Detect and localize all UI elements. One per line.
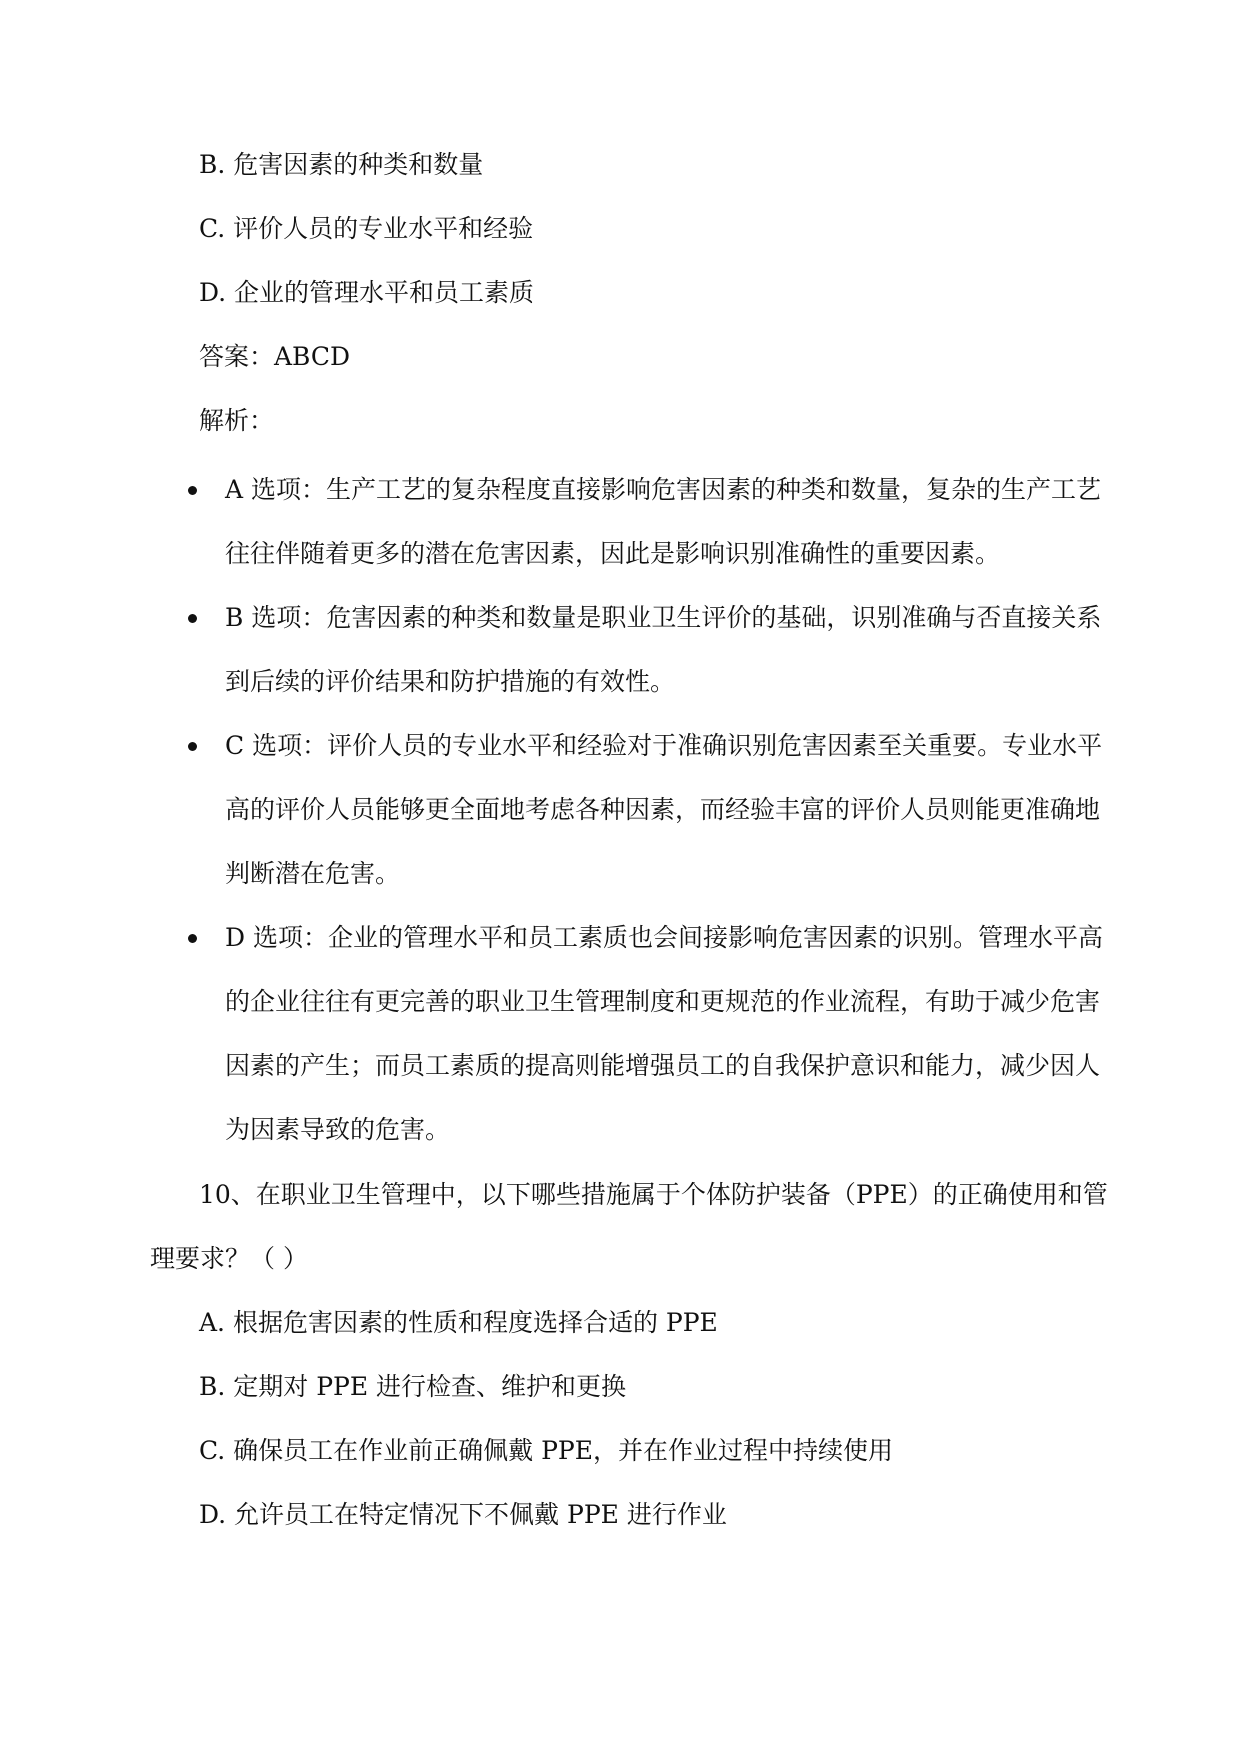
analysis-b-line-2: 到后续的评价结果和防护措施的有效性。 bbox=[225, 667, 676, 696]
analysis-c-line-3: 判断潜在危害。 bbox=[225, 859, 401, 888]
bullet-icon bbox=[188, 742, 197, 751]
q10-option-c: C. 确保员工在作业前正确佩戴 PPE，并在作业过程中持续使用 bbox=[199, 1436, 893, 1465]
analysis-b-line-1: B 选项：危害因素的种类和数量是职业卫生评价的基础，识别准确与否直接关系 bbox=[225, 603, 1102, 632]
analysis-d-line-1: D 选项：企业的管理水平和员工素质也会间接影响危害因素的识别。管理水平高 bbox=[225, 923, 1103, 952]
bullet-icon bbox=[188, 614, 197, 623]
analysis-c-line-1: C 选项：评价人员的专业水平和经验对于准确识别危害因素至关重要。专业水平 bbox=[225, 731, 1103, 760]
analysis-c-line-2: 高的评价人员能够更全面地考虑各种因素，而经验丰富的评价人员则能更准确地 bbox=[225, 795, 1101, 824]
bullet-icon bbox=[188, 934, 197, 943]
analysis-a-line-2: 往往伴随着更多的潜在危害因素，因此是影响识别准确性的重要因素。 bbox=[225, 539, 1001, 568]
analysis-label: 解析： bbox=[199, 406, 275, 435]
q10-option-a: A. 根据危害因素的性质和程度选择合适的 PPE bbox=[199, 1308, 718, 1337]
option-d: D. 企业的管理水平和员工素质 bbox=[199, 278, 535, 307]
question-10-stem-line-1: 10、在职业卫生管理中，以下哪些措施属于个体防护装备（PPE）的正确使用和管 bbox=[199, 1180, 1108, 1209]
bullet-icon bbox=[188, 486, 197, 495]
q10-option-d: D. 允许员工在特定情况下不佩戴 PPE 进行作业 bbox=[199, 1500, 727, 1529]
analysis-d-line-4: 为因素导致的危害。 bbox=[225, 1115, 451, 1144]
answer: 答案：ABCD bbox=[199, 342, 351, 371]
analysis-d-line-2: 的企业往往有更完善的职业卫生管理制度和更规范的作业流程，有助于减少危害 bbox=[225, 987, 1101, 1016]
question-10-stem-line-2: 理要求？（ ） bbox=[150, 1244, 308, 1273]
analysis-a-line-1: A 选项：生产工艺的复杂程度直接影响危害因素的种类和数量，复杂的生产工艺 bbox=[225, 475, 1102, 504]
option-c: C. 评价人员的专业水平和经验 bbox=[199, 214, 534, 243]
analysis-d-line-3: 因素的产生；而员工素质的提高则能增强员工的自我保护意识和能力，减少因人 bbox=[225, 1051, 1101, 1080]
q10-option-b: B. 定期对 PPE 进行检查、维护和更换 bbox=[199, 1372, 627, 1401]
option-b: B. 危害因素的种类和数量 bbox=[199, 150, 484, 179]
